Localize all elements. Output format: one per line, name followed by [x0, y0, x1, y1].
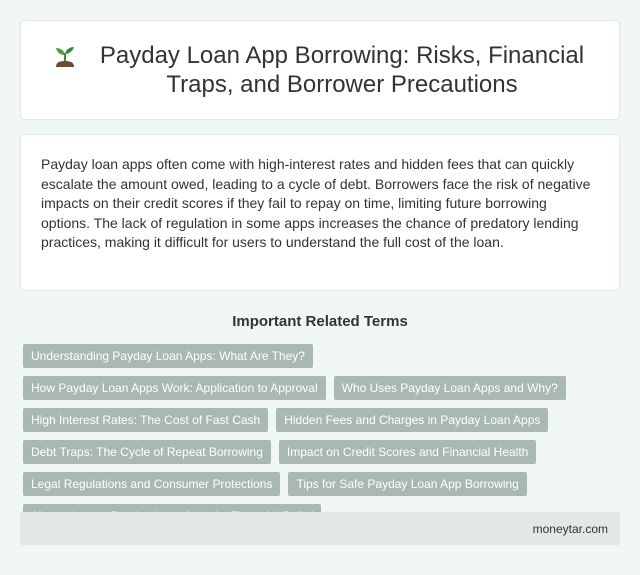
sprout-icon — [48, 41, 82, 75]
related-term-tag[interactable]: Who Uses Payday Loan Apps and Why? — [334, 376, 566, 400]
related-term-tag[interactable]: High Interest Rates: The Cost of Fast Cash — [23, 408, 268, 432]
related-term-tag[interactable]: Understanding Payday Loan Apps: What Are They? — [23, 344, 313, 368]
summary-card — [20, 134, 620, 291]
related-term-tag[interactable]: How Payday Loan Apps Work: Application to Approval — [23, 376, 326, 400]
related-term-tag[interactable]: Debt Traps: The Cycle of Repeat Borrowing — [23, 440, 271, 464]
related-terms-list — [20, 344, 620, 528]
footer-bar — [20, 512, 620, 545]
header-inner — [48, 41, 592, 99]
page-title: Payday Loan App Borrowing: Risks, Financial Traps, and Borrower Precautions — [99, 42, 585, 98]
related-terms-heading: Important Related Terms — [232, 313, 408, 330]
footer-site-name[interactable]: moneytar.com — [532, 521, 608, 536]
summary-text: Payday loan apps often come with high-interest rates and hidden fees that can quickly escalate the amount owed, leading to a cycle of debt. Borrowers face the risk of negative impacts on their credit scores if they fail to repay on time, limiting future borrowing options. The lack of regulation in some apps increases the chance of predatory lending practices, making it difficult for users to understand the full cost of the loan. — [41, 156, 591, 251]
header-card — [20, 20, 620, 120]
related-term-tag[interactable]: Tips for Safe Payday Loan App Borrowing — [288, 472, 526, 496]
related-term-tag[interactable]: Hidden Fees and Charges in Payday Loan Apps — [276, 408, 548, 432]
related-term-tag[interactable]: Impact on Credit Scores and Financial Health — [279, 440, 536, 464]
related-term-tag[interactable]: Legal Regulations and Consumer Protections — [23, 472, 280, 496]
